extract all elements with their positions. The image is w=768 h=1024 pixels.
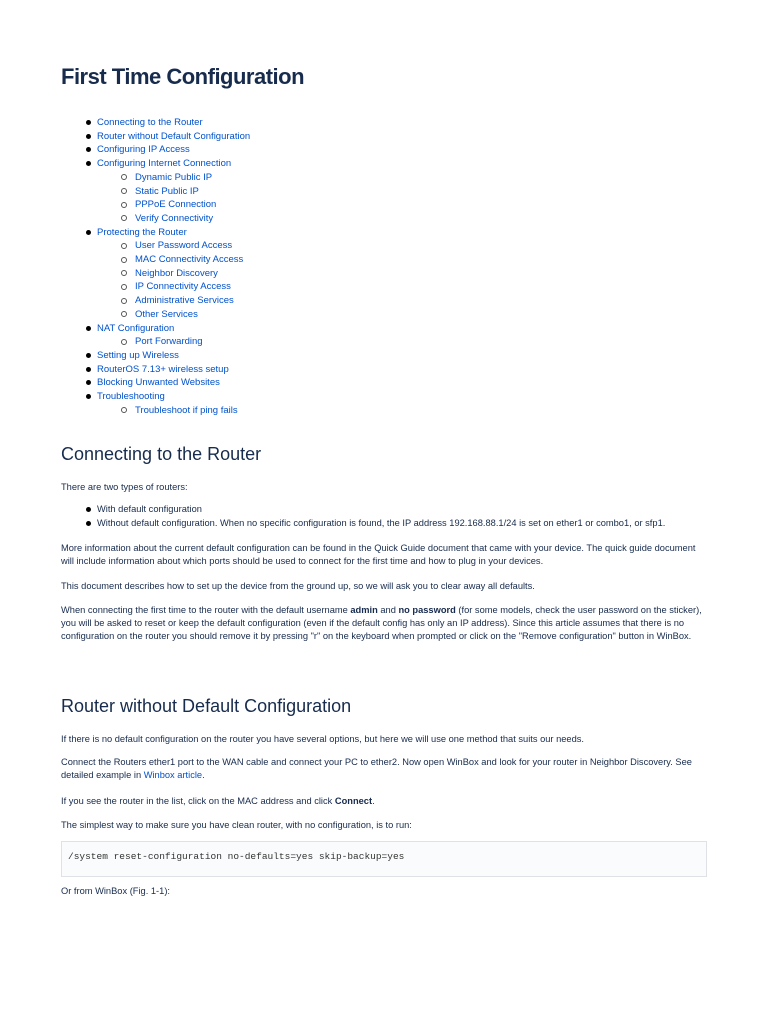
toc-subitem[interactable]: Port Forwarding <box>61 335 250 349</box>
list-item: Without default configuration. When no specific configuration is found, the IP address 192.168.88.1/24 is set on ether1 or combo1, or sfp1. <box>61 517 665 531</box>
toc-item[interactable]: Configuring Internet Connection <box>61 157 250 171</box>
section2-paragraph-4: The simplest way to make sure you have clean router, with no configuration, is to run: <box>61 820 412 830</box>
toc-item[interactable]: Configuring IP Access <box>61 143 250 157</box>
toc-item[interactable]: Protecting the Router <box>61 226 250 240</box>
section2-paragraph-2: Connect the Routers ether1 port to the WAN cable and connect your PC to ether2. Now open WinBox and look for your router in Neighbor Discovery. See detailed example in Winbox article. <box>61 757 692 780</box>
toc-item[interactable]: Blocking Unwanted Websites <box>61 376 250 390</box>
toc-item[interactable]: Troubleshooting <box>61 390 250 404</box>
section2-paragraph-1: If there is no default configuration on the router you have several options, but here we will use one method that suits our needs. <box>61 734 585 744</box>
toc-item[interactable]: RouterOS 7.13+ wireless setup <box>61 363 250 377</box>
section-heading-no-default-config: Router without Default Configuration <box>61 696 352 716</box>
toc-subitem[interactable]: Neighbor Discovery <box>61 267 250 281</box>
toc-subitem[interactable]: Dynamic Public IP <box>61 171 250 185</box>
section2-paragraph-5: Or from WinBox (Fig. 1-1): <box>61 886 170 896</box>
section2-paragraph-3: If you see the router in the list, click on the MAC address and click Connect. <box>61 796 375 806</box>
toc-subitem[interactable]: Administrative Services <box>61 294 250 308</box>
table-of-contents <box>61 116 250 417</box>
bold-no-password: no password <box>398 605 456 615</box>
toc-item[interactable]: Router without Default Configuration <box>61 130 250 144</box>
section1-paragraph-1: More information about the current default configuration can be found in the Quick Guide document that came with your device. The quick guide document will include information about which ports should be used to connect for the first time and how to plug in your devices. <box>61 543 696 566</box>
reset-command: /system reset-configuration no-defaults=yes skip-backup=yes <box>68 851 405 862</box>
toc-subitem[interactable]: Static Public IP <box>61 185 250 199</box>
toc-subitem[interactable]: Other Services <box>61 308 250 322</box>
page-title: First Time Configuration <box>61 64 305 89</box>
toc-subitem[interactable]: IP Connectivity Access <box>61 280 250 294</box>
router-types-list <box>61 503 665 530</box>
bold-connect: Connect <box>334 796 373 806</box>
toc-subitem[interactable]: MAC Connectivity Access <box>61 253 250 267</box>
winbox-article-link[interactable]: Winbox article <box>143 770 203 780</box>
section-heading-connecting: Connecting to the Router <box>61 444 262 464</box>
toc-subitem[interactable]: User Password Access <box>61 239 250 253</box>
bold-admin: admin <box>350 605 378 615</box>
toc-item[interactable]: NAT Configuration <box>61 322 250 336</box>
section1-paragraph-2: This document describes how to set up the device from the ground up, so we will ask you to clear away all defaults. <box>61 581 535 591</box>
toc-subitem[interactable]: Verify Connectivity <box>61 212 250 226</box>
toc-subitem[interactable]: Troubleshoot if ping fails <box>61 404 250 418</box>
code-block[interactable] <box>61 841 707 877</box>
section1-intro: There are two types of routers: <box>61 482 188 492</box>
toc-item[interactable]: Setting up Wireless <box>61 349 250 363</box>
toc-item[interactable]: Connecting to the Router <box>61 116 250 130</box>
section1-paragraph-3: When connecting the first time to the router with the default username admin and no password (for some models, check the user password on the sticker), you will be asked to reset or keep the default configuration (even if the default config has only an IP address). Since this article assumes that there is no configuration on the router you should remove it by pressing "r" on the keyboard when prompted or click on the "Remove configuration" button in WinBox. <box>61 605 702 641</box>
list-item: With default configuration <box>61 503 665 517</box>
toc-subitem[interactable]: PPPoE Connection <box>61 198 250 212</box>
